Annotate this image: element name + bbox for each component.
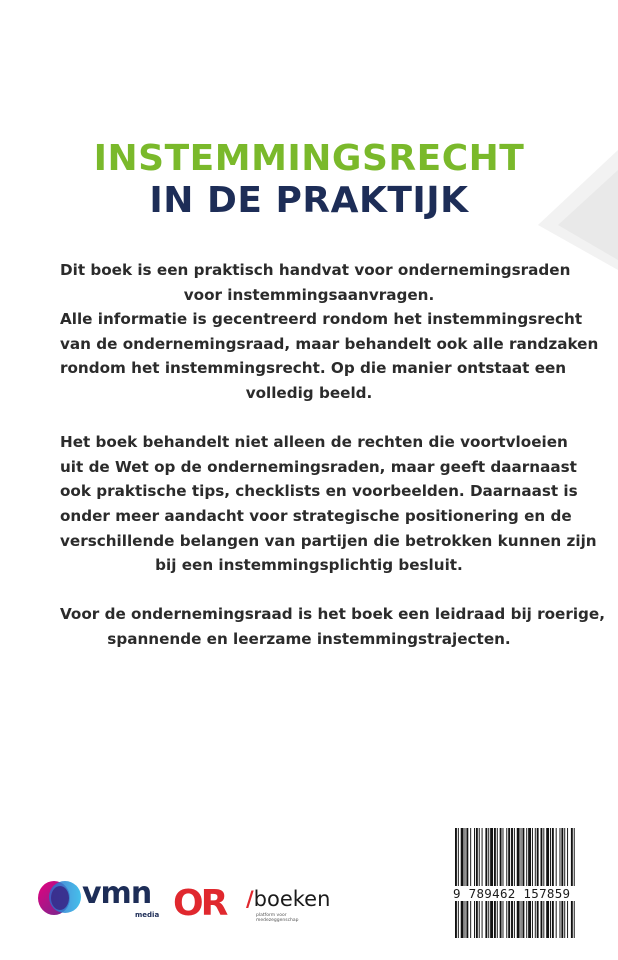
barcode-bar — [476, 828, 478, 938]
blurb-line: bij een instemmingsplichtig besluit. — [155, 556, 463, 575]
barcode-bar — [494, 828, 496, 938]
barcode-bar — [511, 828, 513, 938]
blurb-paragraph-2 — [60, 430, 597, 578]
blurb-line: uit de Wet op de ondernemingsraden, maar geeft daarnaast — [60, 457, 577, 476]
vmn-subtitle: media — [135, 911, 160, 919]
barcode-bar — [508, 828, 510, 938]
barcode-bar — [465, 828, 466, 938]
barcode-bar — [556, 828, 557, 938]
barcode-bar — [503, 828, 504, 938]
vmn-wordmark: vmn — [82, 876, 152, 911]
blurb-line: onder meer aandacht voor strategische positionering en de — [60, 506, 572, 525]
barcode-bar — [552, 828, 554, 938]
blurb-line: voor instemmingsaanvragen. — [183, 285, 435, 304]
blurb-line: Voor de ondernemingsraad is het boek een leidraad bij roerige, — [60, 605, 605, 624]
isbn-number: 9 789462 157859 — [453, 886, 577, 901]
barcode — [453, 828, 577, 938]
barcode-bar — [517, 828, 520, 938]
barcode-bar — [470, 828, 471, 938]
boeken-subtitle: platform voor medezeggenschap — [256, 913, 299, 923]
blurb-line: Alle informatie is gecentreerd rondom het instemmingsrecht — [60, 310, 583, 329]
title-line-1: INSTEMMINGSRECHT — [93, 138, 525, 179]
blurb-line: spannende en leerzame instemmingstrajecten. — [107, 629, 511, 648]
barcode-bar — [488, 828, 489, 938]
barcode-bar — [521, 828, 522, 938]
blurb-line: Het boek behandelt niet alleen de rechten die voortvloeien — [60, 433, 568, 452]
title-line-2: IN DE PRAKTIJK — [149, 180, 469, 221]
barcode-bar — [500, 828, 502, 938]
barcode-bar — [550, 828, 551, 938]
barcode-bar — [522, 828, 524, 938]
blurb-line: ook praktische tips, checklists en voorbeelden. Daarnaast is — [60, 482, 578, 501]
barcode-bar — [574, 828, 575, 938]
boeken-text: boeken — [253, 887, 331, 911]
barcode-bar — [561, 828, 563, 938]
blurb-paragraph-1 — [60, 258, 599, 406]
barcode-bar — [479, 828, 480, 938]
blurb-line: van de ondernemingsraad, maar behandelt ook alle randzaken — [60, 334, 599, 353]
barcode-bar — [535, 828, 536, 938]
blurb-line: Dit boek is een praktisch handvat voor ondernemingsraden — [60, 261, 571, 279]
barcode-bar — [485, 828, 487, 938]
barcode-bar — [514, 828, 515, 938]
barcode-bar — [564, 828, 565, 938]
boeken-wordmark — [246, 887, 330, 911]
barcode-bar — [526, 828, 527, 938]
or-logo: OR — [173, 883, 226, 924]
barcode-bar — [474, 828, 475, 938]
blurb-line: rondom het instemmingsrecht. Op die manier ontstaat een — [60, 359, 567, 378]
barcode-bar — [482, 828, 483, 938]
blurb-line: volledig beeld. — [245, 383, 373, 402]
barcode-bar — [461, 828, 464, 938]
blurb-paragraph-3 — [60, 602, 605, 651]
barcode-bar — [567, 828, 568, 938]
barcode-bar — [458, 828, 459, 938]
barcode-bar — [528, 828, 531, 938]
barcode-bar — [571, 828, 573, 938]
blurb-line: verschillende belangen van partijen die betrokken kunnen zijn — [60, 531, 597, 550]
barcode-bar — [546, 828, 549, 938]
barcode-bar — [506, 828, 507, 938]
barcode-bar — [466, 828, 468, 938]
barcode-bar — [497, 828, 498, 938]
barcode-bar — [537, 828, 539, 938]
barcode-bar — [532, 828, 533, 938]
boeken-slash: / — [246, 887, 254, 911]
barcode-bar — [543, 828, 544, 938]
barcode-bar — [490, 828, 493, 938]
barcode-bar — [560, 828, 561, 938]
barcode-bar — [455, 828, 457, 938]
blurb — [60, 258, 605, 652]
barcode-bar — [541, 828, 543, 938]
